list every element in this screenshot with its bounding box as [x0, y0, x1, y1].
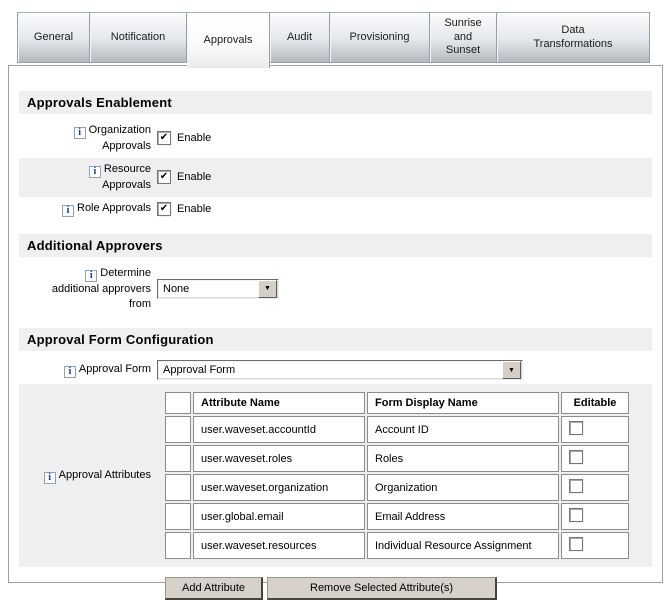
selector-column-header	[165, 392, 191, 414]
attribute-name-cell: user.global.email	[193, 503, 365, 530]
editable-checkbox[interactable]	[569, 450, 583, 464]
organization-approvals-checkbox[interactable]: ✔	[157, 131, 171, 145]
attribute-name-header: Attribute Name	[193, 392, 365, 414]
tab-audit[interactable]	[270, 12, 330, 63]
attribute-name-cell: user.waveset.organization	[193, 474, 365, 501]
tab-sunrise-and-sunset[interactable]	[430, 12, 497, 63]
row-selector-cell[interactable]	[165, 474, 191, 501]
editable-checkbox[interactable]	[569, 537, 583, 551]
row-selector-cell[interactable]	[165, 503, 191, 530]
table-row	[165, 474, 629, 501]
row-approval-attributes	[19, 384, 652, 567]
section-header-additional-approvers: Additional Approvers	[19, 234, 652, 257]
role-approvals-checkbox[interactable]: ✔	[157, 202, 171, 216]
attribute-name-cell: user.waveset.resources	[193, 532, 365, 559]
tab-data-transformations[interactable]	[497, 12, 650, 63]
row-selector-cell[interactable]	[165, 532, 191, 559]
form-display-name-cell: Organization	[367, 474, 559, 501]
additional-approvers-select[interactable]	[157, 279, 279, 299]
attribute-name-cell: user.waveset.accountId	[193, 416, 365, 443]
info-icon[interactable]: i	[89, 166, 101, 178]
remove-selected-attributes-button[interactable]: Remove Selected Attribute(s)	[267, 577, 497, 600]
row-selector-cell[interactable]	[165, 416, 191, 443]
select-value: Approval Form	[163, 364, 236, 377]
table-row	[165, 532, 629, 559]
tab-provisioning[interactable]	[330, 12, 430, 63]
tab-label: Approvals	[203, 33, 253, 46]
field-label-role-approvals: i Role Approvals	[27, 201, 151, 217]
add-attribute-button[interactable]: Add Attribute	[165, 577, 263, 600]
info-icon[interactable]: i	[85, 270, 97, 282]
approvals-panel	[8, 65, 663, 595]
tab-label: Data Transformations	[533, 23, 613, 50]
row-approval-form	[19, 356, 652, 384]
tab-label: Provisioning	[349, 30, 410, 43]
resource-approvals-checkbox[interactable]: ✔	[157, 170, 171, 184]
editable-checkbox[interactable]	[569, 508, 583, 522]
field-label-approval-attributes: i Approval Attributes	[27, 468, 151, 484]
checkbox-label: Enable	[177, 171, 212, 184]
field-label-determine-additional-approvers: i Determine additional approvers from	[51, 266, 151, 310]
section-header-approval-form-configuration: Approval Form Configuration	[19, 328, 652, 351]
tab-label: Notification	[110, 30, 166, 43]
approval-form-select[interactable]	[157, 360, 523, 380]
field-label-resource-approvals: i Resource Approvals	[27, 162, 151, 193]
row-organization-approvals	[19, 119, 652, 158]
tab-label: Sunrise and Sunset	[444, 16, 482, 57]
table-row	[165, 445, 629, 472]
table-header-row	[165, 392, 629, 414]
info-icon[interactable]: i	[74, 127, 86, 139]
checkbox-label: Enable	[177, 132, 212, 145]
tab-approvals[interactable]	[187, 12, 270, 68]
info-icon[interactable]: i	[44, 472, 56, 484]
select-value: None	[163, 282, 190, 295]
tab-notification[interactable]	[90, 12, 187, 63]
tab-label: General	[33, 30, 74, 43]
row-resource-approvals	[19, 158, 652, 197]
checkbox-label: Enable	[177, 202, 212, 215]
table-row	[165, 503, 629, 530]
tab-bar	[0, 0, 670, 66]
attribute-name-cell: user.waveset.roles	[193, 445, 365, 472]
form-display-name-header: Form Display Name	[367, 392, 559, 414]
tab-label: Audit	[286, 30, 313, 43]
row-role-approvals	[19, 197, 652, 221]
form-display-name-cell: Email Address	[367, 503, 559, 530]
table-row	[165, 416, 629, 443]
editable-checkbox[interactable]	[569, 421, 583, 435]
field-label-approval-form: i Approval Form	[27, 362, 151, 378]
attributes-button-row	[165, 577, 652, 600]
tab-general[interactable]	[17, 12, 90, 63]
field-label-organization-approvals: i Organization Approvals	[27, 123, 151, 154]
form-display-name-cell: Individual Resource Assignment	[367, 532, 559, 559]
section-header-approvals-enablement: Approvals Enablement	[19, 91, 652, 114]
info-icon[interactable]: i	[62, 205, 74, 217]
form-display-name-cell: Account ID	[367, 416, 559, 443]
chevron-down-icon[interactable]: ▼	[502, 361, 521, 379]
form-display-name-cell: Roles	[367, 445, 559, 472]
chevron-down-icon[interactable]: ▼	[258, 280, 277, 298]
approval-attributes-table	[163, 390, 631, 561]
row-selector-cell[interactable]	[165, 445, 191, 472]
info-icon[interactable]: i	[64, 366, 76, 378]
editable-header: Editable	[561, 392, 629, 414]
editable-checkbox[interactable]	[569, 479, 583, 493]
row-determine-additional-approvers	[19, 262, 652, 316]
